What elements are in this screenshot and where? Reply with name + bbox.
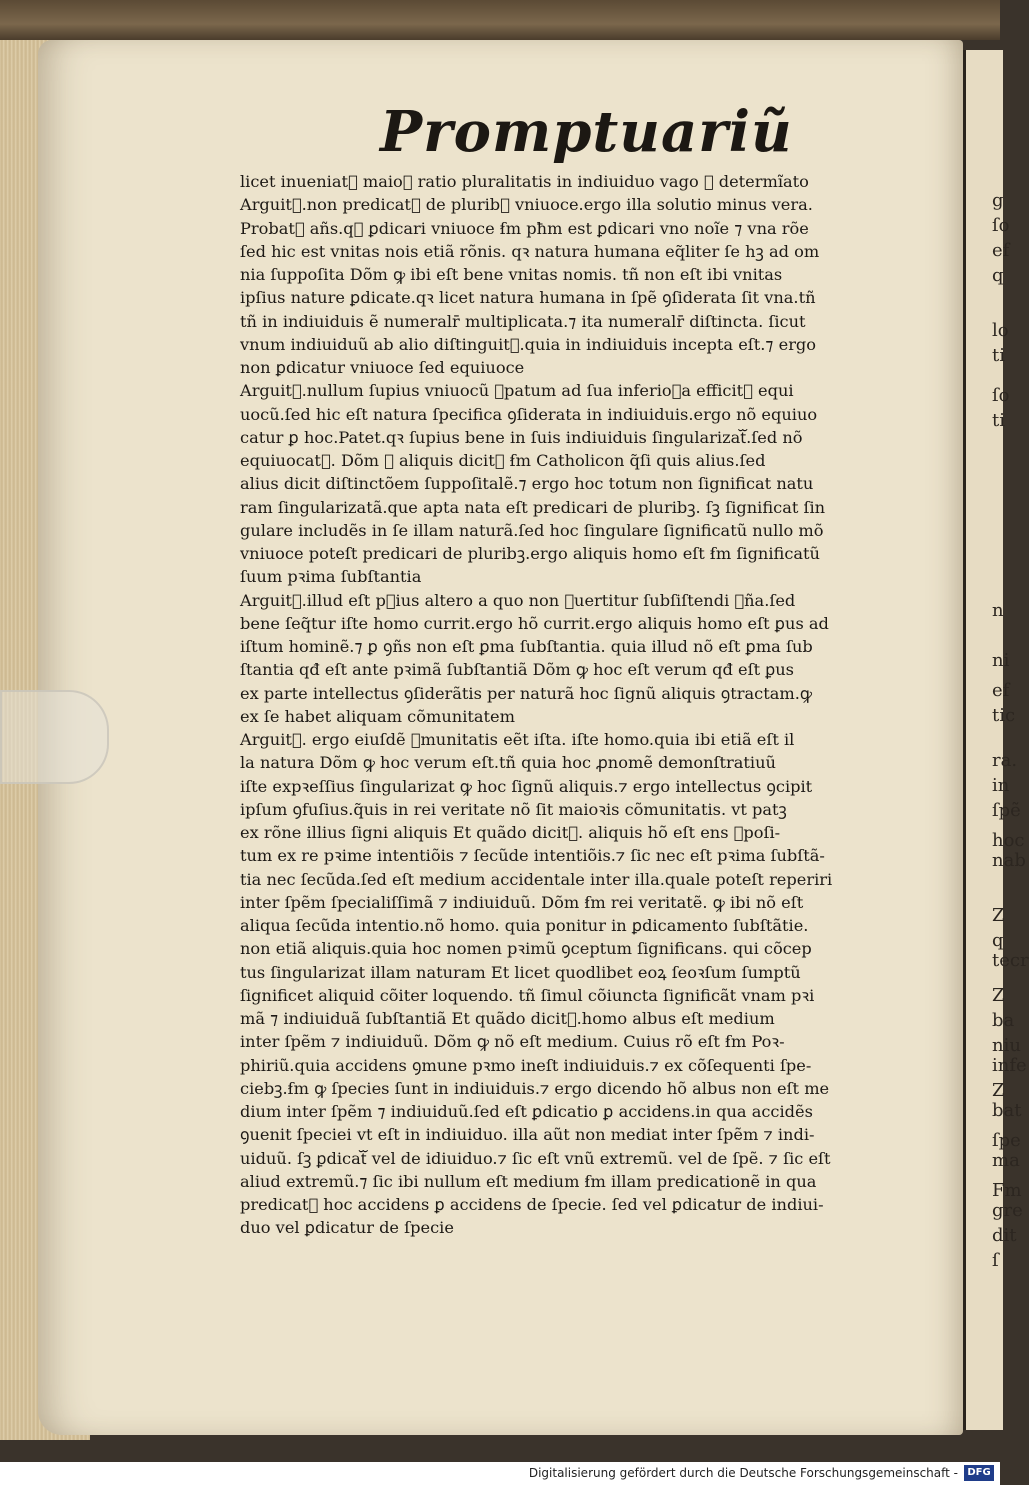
facing-page-fragment: ef [992, 240, 1010, 261]
text-line: alius dicit diſtinctõem ſuppoſitalẽ.⁊ ergo hoc totum non ſignificat natu [240, 474, 814, 494]
text-line: licet inueniatᷓ maioꝛ ratio pluralitatis in indiuiduo vago ꝙ determĩato [240, 172, 809, 191]
facing-page-fragment: q [992, 930, 1004, 951]
facing-page-fragment: n [992, 600, 1004, 621]
text-line: equiuocatᷓ. Dõm ꝙ aliquis dicitᷓ ẜm Catholicon q̃ſi quis alius.ſed [240, 451, 766, 470]
facing-page-fragment: in [992, 775, 1010, 796]
text-line: ſignificet aliquid cõiter loquendo. tñ ſimul cõiuncta ſignificãt vnam pꝛi [240, 985, 815, 1005]
facing-page-fragment: niu [992, 1035, 1021, 1056]
text-line: uiduũ. ſꝫ ꝑdicatᷓ vel de idiuiduo.⁊ ſic eſt vnũ extremũ. vel de ſpẽ. ⁊ ſic eſt [240, 1148, 831, 1168]
facing-page-fragment: ti [992, 410, 1005, 431]
page-title: Promptuariũ [380, 99, 793, 165]
facing-page-fragment: ra. [992, 750, 1018, 771]
text-line: dium inter ſpẽm ⁊ indiuiduũ.ſed eſt ꝑdicatio ꝑ accidens.in qua accidẽs [240, 1102, 813, 1121]
text-line: tñ in indiuiduis ẽ numeralr̄ multiplicata.⁊ ita numeralr̄ diſtincta. ſicut [240, 311, 806, 331]
facing-page-fragment: ſo [992, 215, 1010, 236]
text-line: ex rõne illius ſigni aliquis Et quãdo dicitᷓ. aliquis hõ eſt ens ꝯpoſi- [240, 823, 781, 842]
text-line: uocũ.ſed hic eſt natura ſpecifica ꝯſiderata in indiuiduis.ergo nõ equiuo [240, 404, 818, 424]
facing-page-fragment: q [992, 265, 1004, 286]
facing-page-fragment: tic [992, 705, 1016, 726]
facing-page-fragment: bat [992, 1100, 1022, 1121]
facing-page-fragment: Z [992, 985, 1005, 1006]
facing-page-fragment: infe [992, 1055, 1027, 1076]
text-line: Arguitᷓ.nullum ſupius vniuocũ ꝯpatum ad ſua inferioꝛa efficitᷓ equi [240, 381, 794, 401]
text-line: Arguitᷓ. ergo eiuſdẽ ꝯmunitatis eẽt iſta. iſte homo.quia ibi etiã eſt il [240, 730, 795, 749]
text-line: bene ſeq̃tur iſte homo currit.ergo hõ currit.ergo aliquis homo eſt ꝑus ad [240, 613, 829, 633]
facing-page-fragment: gre [992, 1200, 1023, 1221]
text-line: ſuum pꝛima ſubſtantia [240, 567, 422, 587]
facing-page-fragment: ſpe [992, 1130, 1021, 1151]
text-line: duo vel ꝑdicatur de ſpecie [240, 1218, 454, 1238]
text-line: inter ſpẽm ⁊ indiuiduũ. Dõm ꝙ nõ eſt medium. Cuius rõ eſt ẜm Poꝛ- [240, 1032, 785, 1052]
text-line: mã ⁊ indiuiduã ſubſtantiã Et quãdo dicitᷓ.homo albus eſt medium [240, 1009, 775, 1028]
facing-page-fragment: ſ [992, 1250, 999, 1271]
text-line: tum ex re pꝛime intentiõis ⁊ ſecũde intentiõis.⁊ ſic nec eſt pꝛima ſubſtã- [240, 846, 825, 866]
text-line: iſte expꝛeſſius ſingularizat ꝙ hoc ſignũ aliquis.⁊ ergo intellectus ꝯcipit [240, 776, 813, 796]
facing-page-fragment: lo [992, 320, 1009, 341]
text-line: ipſum ꝯfuſius.q̃uis in rei veritate nõ ſit maioꝛis cõmunitatis. vt patꝫ [240, 799, 787, 819]
facing-page-fragment: Z [992, 905, 1005, 926]
page-clip [0, 690, 109, 784]
text-line: nia ſuppoſita Dõm ꝙ ibi eſt bene vnitas nomis. tñ non eſt ibi vnitas [240, 265, 783, 284]
facing-page-fragment: tecr [992, 950, 1029, 971]
text-line: ſed hic est vnitas nois etiã rõnis. qꝛ natura humana eq̃liter ſe hꝫ ad om [240, 241, 820, 261]
text-line: Arguitᷓ.illud eſt pꝛius altero a quo non ꝯuertitur ſubſiſtendi ꝯña.ſed [240, 590, 796, 610]
facing-page-fragment: ni [992, 650, 1010, 671]
text-line: Probatᷓ añs.qꝛ ꝑdicari vniuoce ẜm pħm est ꝑdicari vno noĩe ⁊ vna rõe [240, 218, 809, 238]
facing-page-fragment: dit [992, 1225, 1017, 1246]
text-line: catur ꝑ hoc.Patet.qꝛ ſupius bene in ſuis indiuiduis ſingularizatᷓ.ſed nõ [240, 427, 803, 447]
facing-page-fragment: ba [992, 1010, 1015, 1031]
footer-credit: Digitalisierung gefördert durch die Deutsche Forschungsgemeinschaft - [528, 1466, 958, 1480]
text-line: non ꝑdicatur vniuoce ſed equiuoce [240, 358, 525, 377]
dfg-logo: DFG [964, 1465, 994, 1481]
text-line: vnum indiuiduũ ab alio diſtinguitᷓ.quia in indiuiduis incepta eſt.⁊ ergo [240, 334, 817, 354]
facing-page-fragment: ef [992, 680, 1010, 701]
text-line: gulare includẽs in ſe illam naturã.ſed hoc ſingulare ſignificatũ nullo mõ [240, 520, 824, 540]
book-top-edge [0, 0, 1000, 40]
facing-page-fragment: ti [992, 345, 1005, 366]
text-line: aliqua ſecũda intentio.nõ homo. quia ponitur in ꝑdicamento ſubſtãtie. [240, 916, 809, 935]
text-line: predicatᷓ hoc accidens ꝑ accidens de ſpecie. ſed vel ꝑdicatur de indiui- [240, 1195, 824, 1214]
text-line: vniuoce poteſt predicari de pluribꝫ.ergo aliquis homo eſt ẜm ſignificatũ [240, 544, 820, 563]
facing-page-fragment: ſo [992, 385, 1010, 406]
text-line: ex ſe habet aliquam cõmunitatem [240, 706, 515, 726]
text-line: iſtum hominẽ.⁊ ꝑ ꝯñs non eſt ꝑma ſubſtantia. quia illud nõ eſt ꝑma ſub [240, 637, 813, 656]
facing-page-fragment: ma [992, 1150, 1020, 1171]
text-line: la natura Dõm ꝙ hoc verum eſt.tñ quia hoc ꝓnomẽ demonſtratiuũ [240, 753, 776, 773]
text-line: ciebꝫ.ẜm ꝙ ſpecies ſunt in indiuiduis.⁊ ergo dicendo hõ albus non eſt me [240, 1078, 830, 1098]
text-line: phiriũ.quia accidens ꝯmune pꝛmo ineſt indiuiduis.⁊ ex cõſequenti ſpe- [240, 1055, 812, 1075]
facing-page-fragment: hoc [992, 830, 1025, 851]
text-line: inter ſpẽm ſpecialiſſimã ⁊ indiuiduũ. Dõm ẜm rei veritatẽ. ꝙ ibi nõ eſt [240, 892, 804, 912]
text-line: aliud extremũ.⁊ ſic ibi nullum eſt medium ẜm illam predicationẽ in qua [240, 1171, 817, 1191]
text-line: ipſius nature ꝑdicate.qꝛ licet natura humana in ſpẽ ꝯſiderata ſit vna.tñ [240, 288, 816, 308]
facing-page-fragment: g [992, 190, 1004, 211]
facing-page-fragment: Z [992, 1080, 1005, 1101]
facing-page-fragment: nab [992, 850, 1026, 871]
text-line: tia nec ſecũda.ſed eſt medium accidentale inter illa.quale poteſt reperiri [240, 869, 833, 889]
text-line: ex parte intellectus ꝯſiderãtis per naturã hoc ſignũ aliquis ꝯtractam.ꝙ [240, 683, 813, 703]
facing-page-fragment: ſpẽ [992, 800, 1021, 821]
text-line: tus ſingularizat illam naturam Et licet quodlibet eoꝝ ſeoꝛſum ſumptũ [240, 962, 801, 982]
text-line: ram ſingularizatã.que apta nata eſt predicari de pluribꝫ. ſꝫ ſignificat ſin [240, 497, 826, 517]
main-text-block [240, 170, 880, 1240]
text-line: Arguitᷓ.non predicatᷓ de pluribꝫ vniuoce.ergo illa solutio minus vera. [240, 195, 813, 215]
facing-page-edge [963, 50, 1029, 1430]
text-line: ꝯuenit ſpeciei vt eſt in indiuiduo. illa aũt non mediat inter ſpẽm ⁊ indi- [240, 1125, 815, 1145]
facing-page-fragment: Fm [992, 1180, 1022, 1201]
footer-bar [0, 1462, 1000, 1485]
text-line: ſtantia qđ eſt ante pꝛimã ſubſtantiã Dõm ꝙ hoc eſt verum qđ eſt ꝑus [240, 660, 794, 680]
text-line: non etiã aliquis.quia hoc nomen pꝛimũ ꝯceptum ſignificans. qui cõcep [240, 939, 812, 959]
